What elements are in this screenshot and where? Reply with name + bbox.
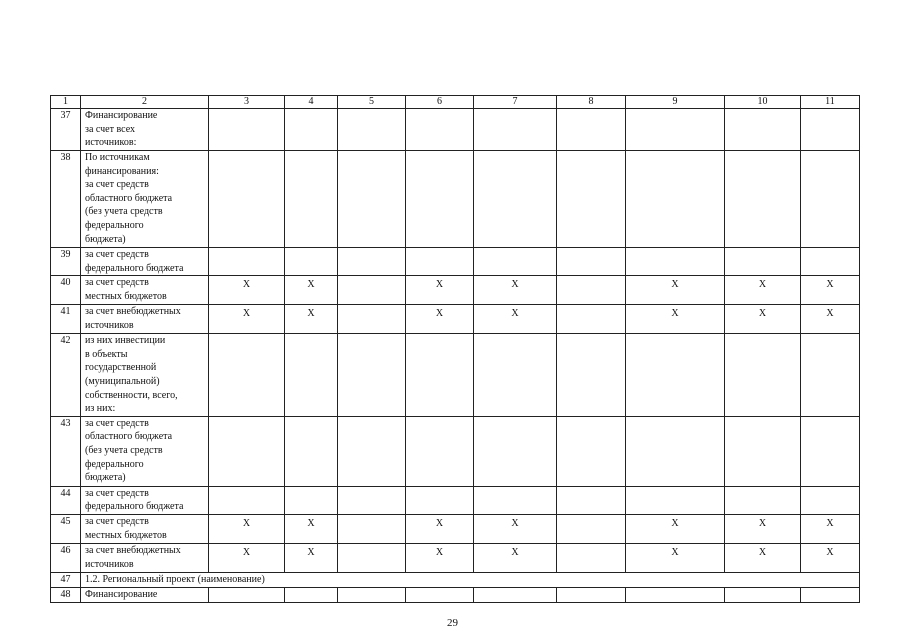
table-row: [51, 486, 860, 514]
value-cell: X: [209, 514, 285, 543]
value-cell: X: [725, 514, 801, 543]
value-cell: [406, 587, 474, 602]
value-cell: [801, 587, 860, 602]
value-cell: X: [406, 276, 474, 305]
value-cell: [406, 334, 474, 417]
value-cell: [557, 305, 626, 334]
header-cell: 1: [51, 96, 81, 109]
header-cell: 4: [285, 96, 338, 109]
value-cell: X: [626, 276, 725, 305]
value-cell: [406, 248, 474, 276]
value-cell: [209, 151, 285, 248]
value-cell: [209, 587, 285, 602]
value-cell: [209, 486, 285, 514]
value-cell: [801, 416, 860, 486]
value-cell: X: [474, 276, 557, 305]
value-cell: X: [285, 276, 338, 305]
value-cell: X: [406, 514, 474, 543]
row-label: за счет средств федерального бюджета: [81, 248, 209, 276]
value-cell: [626, 334, 725, 417]
row-number: 44: [51, 486, 81, 514]
value-cell: X: [209, 543, 285, 572]
header-cell: 8: [557, 96, 626, 109]
value-cell: [285, 248, 338, 276]
value-cell: [406, 109, 474, 151]
row-label: за счет внебюджетных источников: [81, 305, 209, 334]
value-cell: [338, 416, 406, 486]
value-cell: [626, 109, 725, 151]
value-cell: X: [474, 543, 557, 572]
table-row: [51, 543, 860, 572]
value-cell: [801, 109, 860, 151]
value-cell: X: [725, 276, 801, 305]
header-cell: 9: [626, 96, 725, 109]
header-cell: 2: [81, 96, 209, 109]
row-label: Финансирование за счет всех источников:: [81, 109, 209, 151]
value-cell: [474, 109, 557, 151]
value-cell: [285, 587, 338, 602]
value-cell: [474, 334, 557, 417]
value-cell: [474, 248, 557, 276]
section-row: [51, 572, 860, 587]
value-cell: X: [801, 543, 860, 572]
row-number: 38: [51, 151, 81, 248]
value-cell: [285, 416, 338, 486]
value-cell: X: [725, 305, 801, 334]
row-label: за счет средств федерального бюджета: [81, 486, 209, 514]
row-label: за счет внебюджетных источников: [81, 543, 209, 572]
header-cell: 5: [338, 96, 406, 109]
value-cell: [338, 334, 406, 417]
value-cell: [209, 109, 285, 151]
value-cell: [557, 514, 626, 543]
value-cell: X: [474, 514, 557, 543]
financing-table: [50, 95, 860, 603]
row-number: 42: [51, 334, 81, 417]
value-cell: X: [285, 305, 338, 334]
table-row: [51, 416, 860, 486]
value-cell: [725, 109, 801, 151]
value-cell: [474, 416, 557, 486]
header-cell: 10: [725, 96, 801, 109]
value-cell: [557, 486, 626, 514]
value-cell: X: [626, 514, 725, 543]
table-row: [51, 276, 860, 305]
value-cell: [557, 151, 626, 248]
table-row: [51, 248, 860, 276]
value-cell: [474, 486, 557, 514]
value-cell: [338, 514, 406, 543]
page-number: 29: [447, 617, 458, 629]
row-label: из них инвестиции в объекты государственной (муниципальной) собственности, всего, из них:: [81, 334, 209, 417]
table-row: [51, 151, 860, 248]
value-cell: X: [801, 305, 860, 334]
value-cell: [338, 151, 406, 248]
value-cell: [285, 109, 338, 151]
value-cell: X: [209, 276, 285, 305]
table-body: [51, 96, 860, 603]
row-number: 48: [51, 587, 81, 602]
value-cell: X: [285, 543, 338, 572]
value-cell: X: [626, 543, 725, 572]
value-cell: [557, 334, 626, 417]
value-cell: [557, 587, 626, 602]
value-cell: [801, 334, 860, 417]
value-cell: [801, 248, 860, 276]
section-title: 1.2. Региональный проект (наименование): [81, 572, 860, 587]
row-number: 41: [51, 305, 81, 334]
value-cell: [557, 543, 626, 572]
row-number: 43: [51, 416, 81, 486]
value-cell: X: [801, 514, 860, 543]
value-cell: [406, 151, 474, 248]
row-number: 39: [51, 248, 81, 276]
value-cell: X: [209, 305, 285, 334]
header-cell: 11: [801, 96, 860, 109]
value-cell: [285, 334, 338, 417]
header-cell: 6: [406, 96, 474, 109]
value-cell: [626, 151, 725, 248]
value-cell: [338, 276, 406, 305]
value-cell: [725, 248, 801, 276]
row-label: за счет средств местных бюджетов: [81, 514, 209, 543]
value-cell: [285, 151, 338, 248]
value-cell: [725, 334, 801, 417]
value-cell: [209, 416, 285, 486]
header-cell: 3: [209, 96, 285, 109]
value-cell: [801, 151, 860, 248]
value-cell: X: [801, 276, 860, 305]
value-cell: [338, 486, 406, 514]
value-cell: [557, 248, 626, 276]
value-cell: [626, 416, 725, 486]
value-cell: [725, 486, 801, 514]
table-row: [51, 109, 860, 151]
table-row: [51, 514, 860, 543]
row-label: за счет средств областного бюджета (без учета средств федерального бюджета): [81, 416, 209, 486]
value-cell: [338, 248, 406, 276]
row-number: 47: [51, 572, 81, 587]
value-cell: [725, 587, 801, 602]
row-number: 46: [51, 543, 81, 572]
value-cell: [725, 151, 801, 248]
value-cell: [406, 416, 474, 486]
value-cell: X: [626, 305, 725, 334]
table-row: [51, 587, 860, 602]
value-cell: [725, 416, 801, 486]
value-cell: [338, 305, 406, 334]
value-cell: [557, 109, 626, 151]
value-cell: [557, 416, 626, 486]
value-cell: X: [406, 543, 474, 572]
value-cell: [557, 276, 626, 305]
row-number: 40: [51, 276, 81, 305]
value-cell: [474, 151, 557, 248]
value-cell: [285, 486, 338, 514]
value-cell: [626, 248, 725, 276]
value-cell: [338, 109, 406, 151]
value-cell: [801, 486, 860, 514]
value-cell: X: [285, 514, 338, 543]
table-row: [51, 305, 860, 334]
row-label: По источникам финансирования: за счет средств областного бюджета (без учета средств федерального бюджета): [81, 151, 209, 248]
value-cell: [626, 587, 725, 602]
value-cell: [626, 486, 725, 514]
header-row: [51, 96, 860, 109]
value-cell: [406, 486, 474, 514]
value-cell: [209, 248, 285, 276]
value-cell: [474, 587, 557, 602]
row-label: Финансирование: [81, 587, 209, 602]
value-cell: [338, 587, 406, 602]
value-cell: [209, 334, 285, 417]
row-label: за счет средств местных бюджетов: [81, 276, 209, 305]
table-row: [51, 334, 860, 417]
value-cell: X: [725, 543, 801, 572]
value-cell: X: [474, 305, 557, 334]
header-cell: 7: [474, 96, 557, 109]
value-cell: X: [406, 305, 474, 334]
value-cell: [338, 543, 406, 572]
row-number: 45: [51, 514, 81, 543]
row-number: 37: [51, 109, 81, 151]
